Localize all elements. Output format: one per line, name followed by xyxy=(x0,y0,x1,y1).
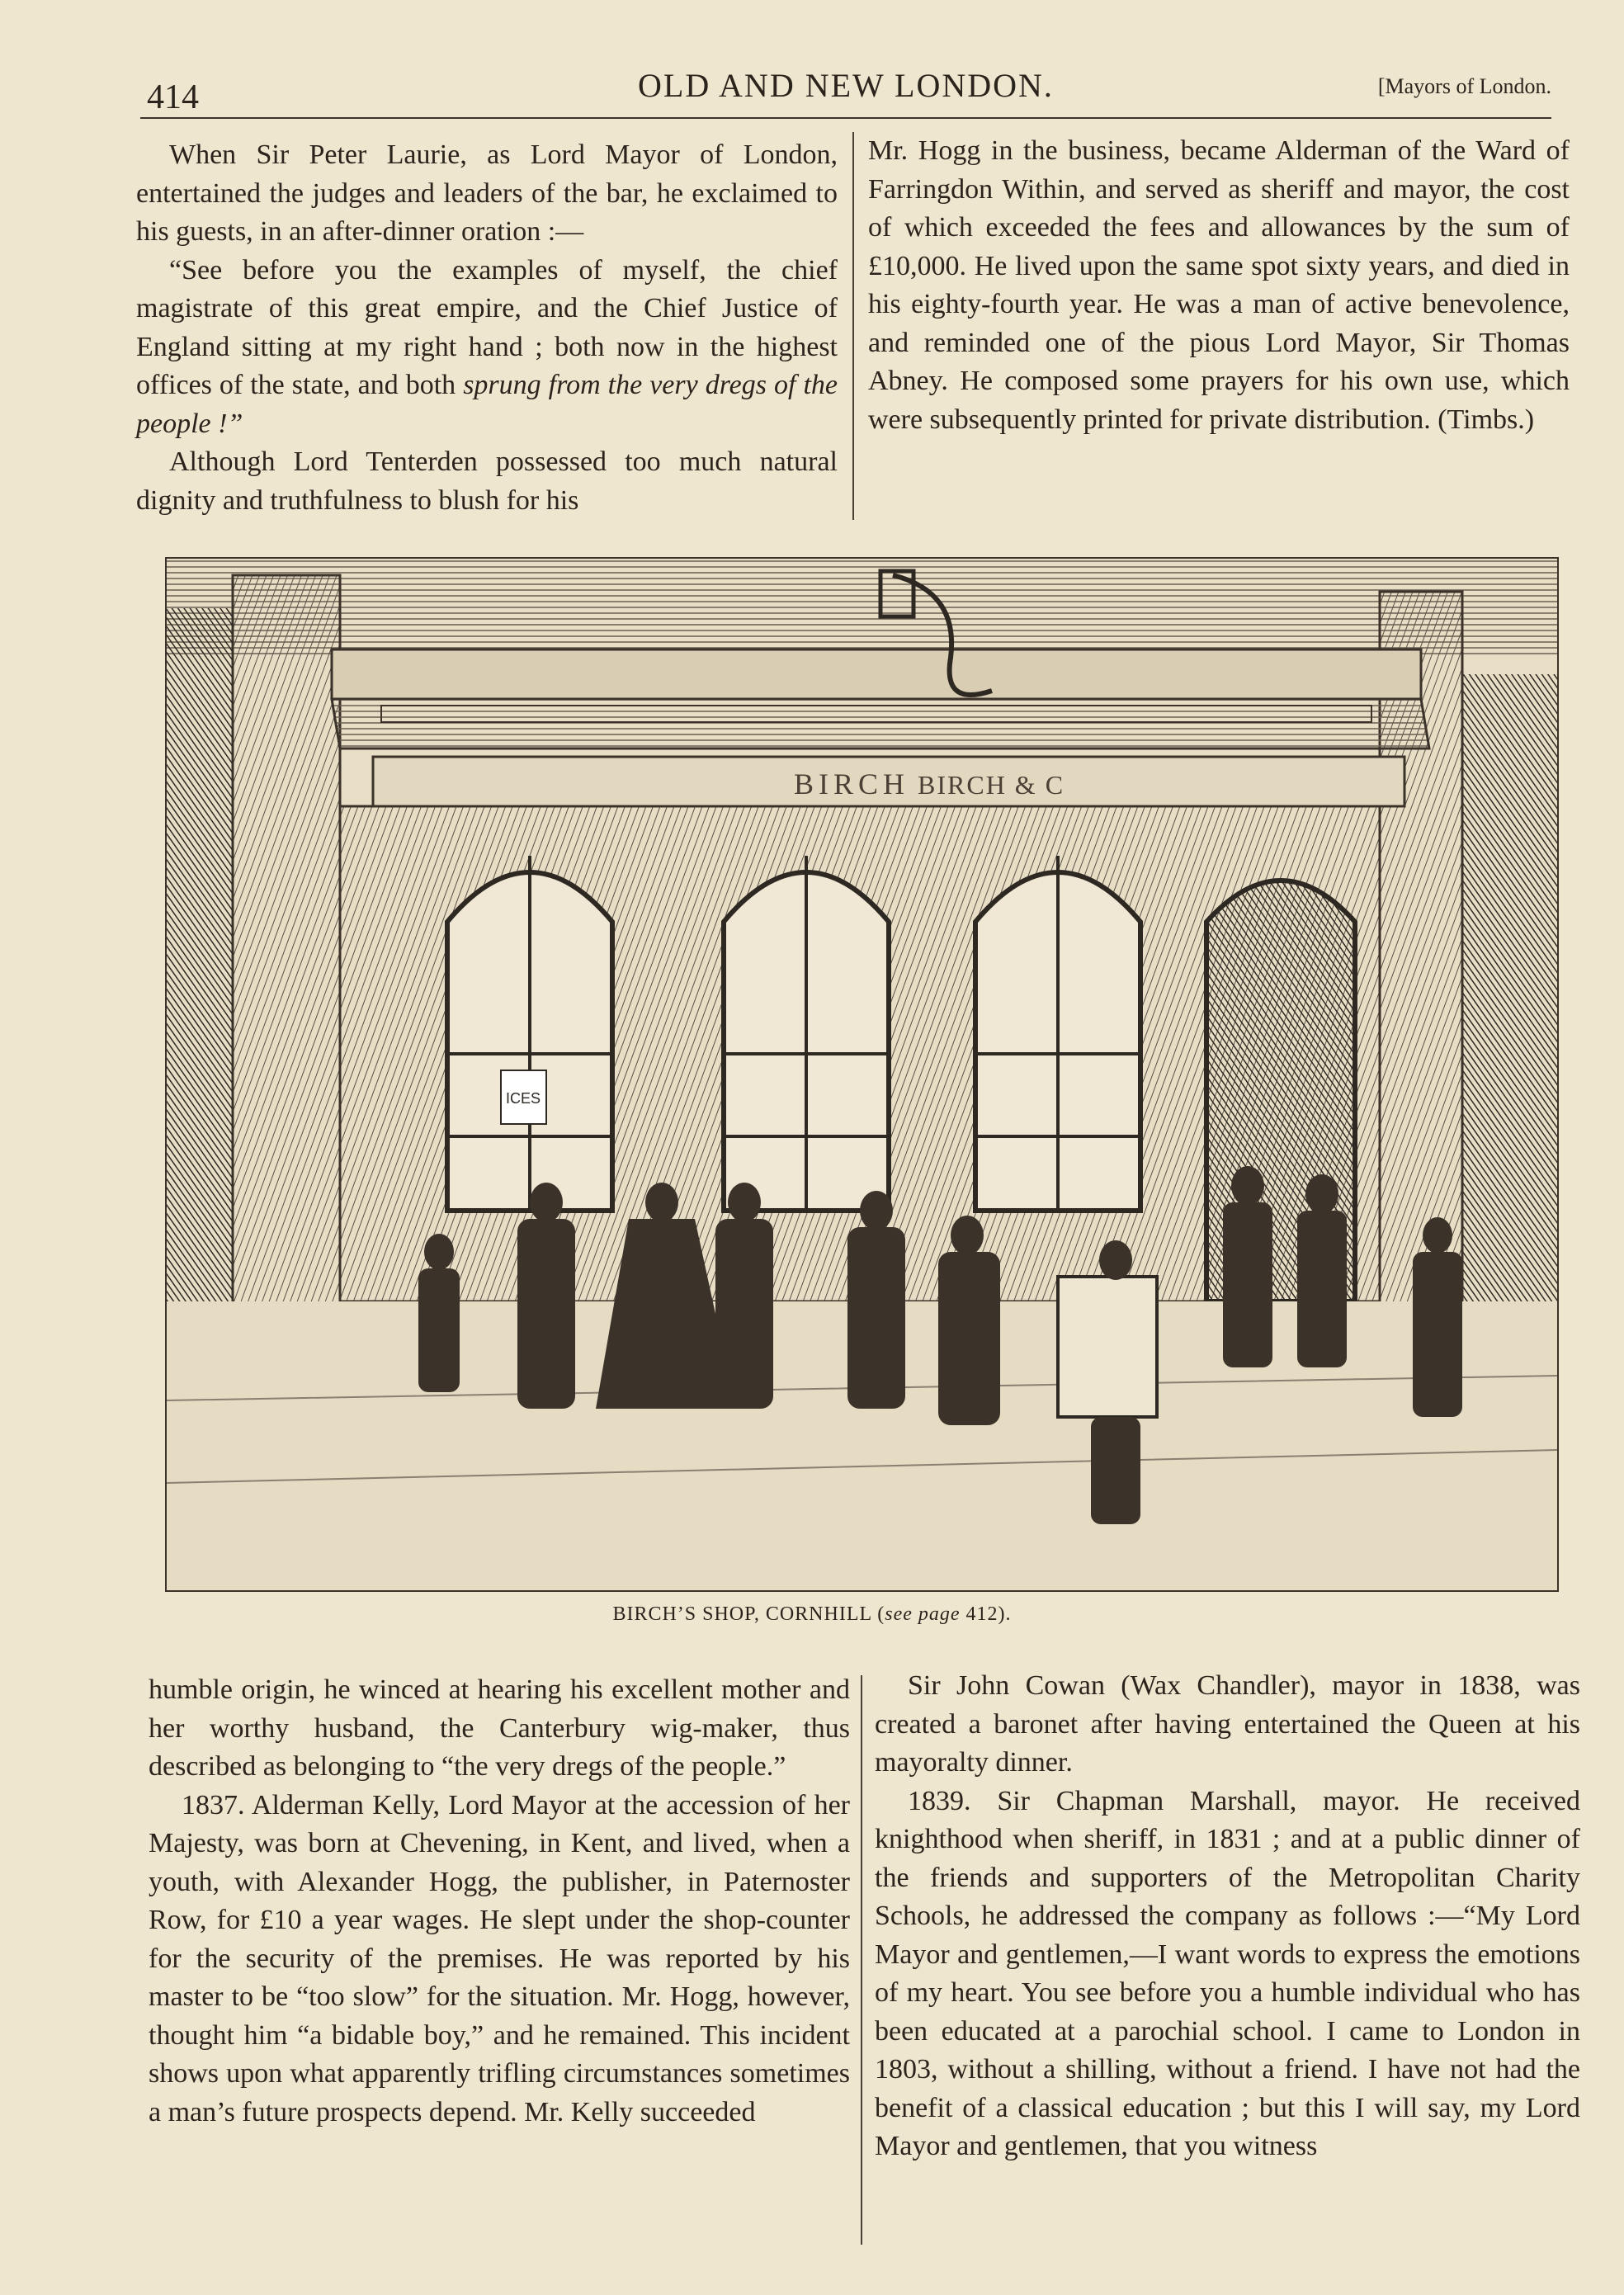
arched-window xyxy=(975,856,1140,1211)
running-title: OLD AND NEW LONDON. xyxy=(638,67,1054,104)
engraving-birchs-shop xyxy=(165,557,1559,1592)
column-rule xyxy=(852,132,854,520)
quote-paragraph xyxy=(136,252,838,444)
paragraph: Although Lord Tenterden possessed too much natural dignity and truthfulness to blush for his xyxy=(136,446,838,516)
paragraph: humble origin, he winced at hearing his excellent mother and her worthy husband, the Canterbury wig-maker, thus described as belonging to “the very dregs of the people.” xyxy=(149,1674,850,1782)
bottom-right-column xyxy=(875,1667,1580,2166)
sign-text: BIRCH xyxy=(794,767,910,800)
caption-end: 412). xyxy=(960,1603,1012,1625)
sign-text-2: BIRCH & C xyxy=(918,770,1065,800)
paragraph: Sir John Cowan (Wax Chandler), mayor in 1838, was created a baronet after having entertained the Queen at his mayoralty dinner. xyxy=(875,1670,1580,1778)
page-number: 414 xyxy=(147,78,199,116)
paragraph: 1837. Alderman Kelly, Lord Mayor at the accession of her Majesty, was born at Chevening, in Kent, and lived, when a youth, with Alexander Hogg, the publisher, in Paternoster Row, for £10 a year wages. He slept under the shop-counter for the security of the premises. He was reported by his master to be “too slow” for the situation. Mr. Hogg, however, thought him “a bidable boy,” and he remained. This incident shows upon what apparently trifling circumstances sometimes a man’s future prospects depend. Mr. Kelly succeeded xyxy=(149,1789,850,2127)
figure-caption xyxy=(0,1603,1624,1626)
arched-window xyxy=(724,856,889,1211)
top-left-column xyxy=(136,136,838,520)
section-title: [Mayors of London. xyxy=(1377,74,1551,98)
window-card: ICES xyxy=(506,1090,541,1107)
caption-italic: see page xyxy=(885,1603,961,1625)
paragraph: Mr. Hogg in the business, became Alderman of the Ward of Farringdon Within, and served as sheriff and mayor, the cost of which exceeded the fees and allowances by the sum of £10,000. He lived upon the same spot sixty years, and died in his eighty-fourth year. He was a man of active benevolence, and reminded one of the pious Lord Mayor, Sir Thomas Abney. He composed some prayers for his own use, which were subsequently printed for private distribution. (Timbs.) xyxy=(868,135,1570,435)
paragraph: 1839. Sir Chapman Marshall, mayor. He received knighthood when sheriff, in 1831 ; and at a public dinner of the friends and supporters of the Metropolitan Charity Schools, he addressed the company as follows :—“My Lord Mayor and gentlemen,—I want words to express the emotions of my heart. You see before you a humble individual who has been educated at a parochial school. I came to London in 1803, without a shilling, without a friend. I have not had the benefit of a classical education ; but this I will say, my Lord Mayor and gentlemen, that you witness xyxy=(875,1785,1580,2161)
shop-illustration xyxy=(167,559,1557,1590)
arched-window xyxy=(447,856,612,1211)
top-right-column xyxy=(868,132,1570,439)
quote-italic: sprung from the very dregs of the people !” xyxy=(136,370,838,439)
bottom-left-column xyxy=(149,1671,850,2132)
paragraph: When Sir Peter Laurie, as Lord Mayor of London, entertained the judges and leaders of the bar, he exclaimed to his guests, in an after-dinner oration :— xyxy=(136,139,838,247)
quote-text: “See before you the examples of myself, the chief magistrate of this great empire, and the Chief Justice of England sitting at my right hand ; both now in the highest offices of the state, and both xyxy=(136,254,838,400)
column-rule xyxy=(861,1675,862,2245)
page-header xyxy=(140,59,1551,119)
caption-main: BIRCH’S SHOP, CORNHILL ( xyxy=(612,1603,885,1625)
